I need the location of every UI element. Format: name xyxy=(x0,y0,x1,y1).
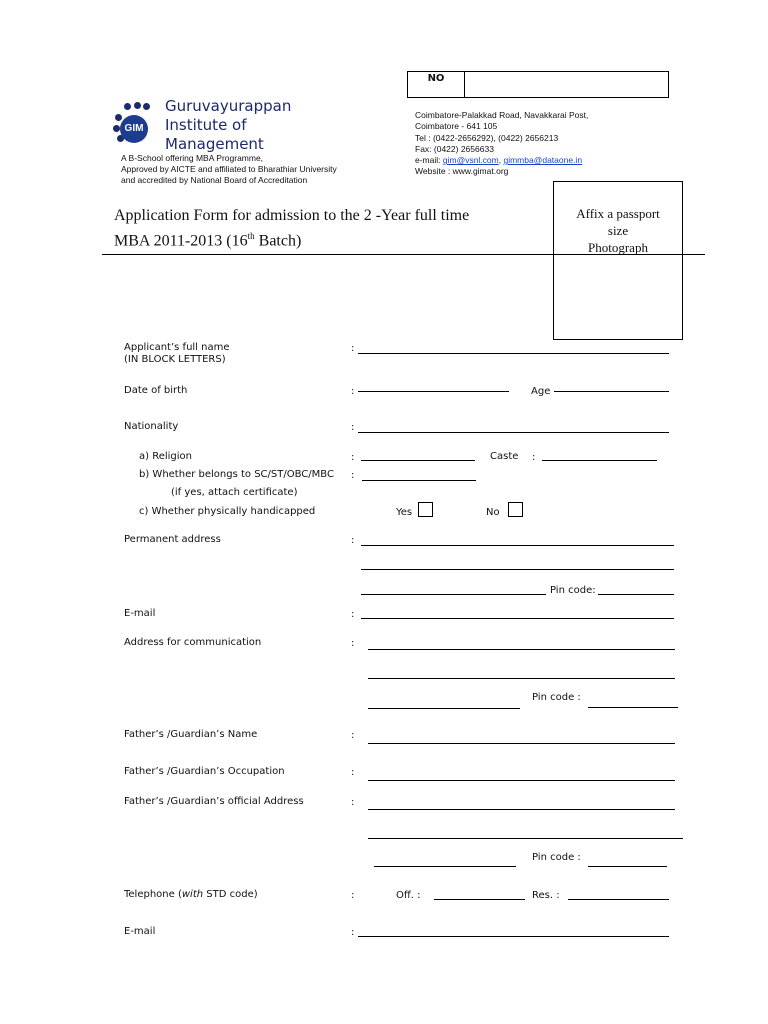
category-field[interactable] xyxy=(362,480,476,481)
institute-name: Guruvayurappan Institute of Management xyxy=(165,97,292,153)
colon: : xyxy=(351,890,355,901)
colon: : xyxy=(351,609,355,620)
guardian-name-field[interactable] xyxy=(368,743,675,744)
email-link-1[interactable]: gim@vsnl.com xyxy=(442,155,499,166)
colon: : xyxy=(351,767,355,778)
colon: : xyxy=(351,638,355,649)
guardian-address-line-3[interactable] xyxy=(374,866,516,867)
full-name-label: Applicant’s full name (IN BLOCK LETTERS) xyxy=(124,342,230,365)
guardian-occupation-label: Father’s /Guardian’s Occupation xyxy=(124,766,285,777)
pin-code-label-2: Pin code : xyxy=(532,692,581,703)
pin-code-field-2[interactable] xyxy=(588,707,678,708)
colon: : xyxy=(351,452,355,463)
pin-code-field-1[interactable] xyxy=(598,594,674,595)
dob-label: Date of birth xyxy=(124,385,188,396)
colon: : xyxy=(351,797,355,808)
nationality-label: Nationality xyxy=(124,421,179,432)
dob-field[interactable] xyxy=(358,391,509,392)
yes-label: Yes xyxy=(396,507,413,518)
email-field-1[interactable] xyxy=(361,618,674,619)
email-line: e-mail: gim@vsnl.com, gimmba@dataone.in xyxy=(415,155,583,166)
comm-address-line-3[interactable] xyxy=(368,708,520,709)
address-line-2: Coimbatore - 641 105 xyxy=(415,121,498,132)
age-field[interactable] xyxy=(554,391,669,392)
no-checkbox[interactable] xyxy=(508,502,523,517)
caste-field[interactable] xyxy=(542,460,657,461)
religion-label: a) Religion xyxy=(139,451,192,462)
colon: : xyxy=(351,422,355,433)
category-note: (if yes, attach certificate) xyxy=(171,487,298,498)
religion-field[interactable] xyxy=(361,460,475,461)
nationality-field[interactable] xyxy=(358,432,669,433)
email-label-1: E-mail xyxy=(124,608,156,619)
colon: : xyxy=(351,927,355,938)
no-label: No xyxy=(486,507,500,518)
colon: : xyxy=(532,452,536,463)
colon: : xyxy=(351,343,355,354)
guardian-occupation-field[interactable] xyxy=(368,780,675,781)
contact-block xyxy=(415,110,588,178)
address-line-1: Coimbatore-Palakkad Road, Navakkarai Post, xyxy=(415,110,589,120)
fax: Fax: (0422) 2656633 xyxy=(415,143,494,154)
yes-checkbox[interactable] xyxy=(418,502,433,517)
guardian-address-line-1[interactable] xyxy=(368,809,675,810)
pin-code-label-3: Pin code : xyxy=(532,852,581,863)
photo-box: Affix a passport size Photograph xyxy=(553,181,683,340)
comm-address-label: Address for communication xyxy=(124,637,262,648)
email-link-2[interactable]: gimmba@dataone.in xyxy=(503,155,583,166)
permanent-address-label: Permanent address xyxy=(124,534,221,545)
colon: : xyxy=(351,535,355,546)
office-label: Off. : xyxy=(396,890,421,901)
caste-label: Caste xyxy=(490,451,519,462)
form-title: Application Form for admission to the 2 -Year full time MBA 2011-2013 (16th Batch) xyxy=(114,207,470,250)
number-value[interactable] xyxy=(465,72,668,97)
colon: : xyxy=(351,470,355,481)
office-phone-field[interactable] xyxy=(434,899,525,900)
age-label: Age xyxy=(531,386,551,397)
colon: : xyxy=(351,386,355,397)
permanent-address-line-2[interactable] xyxy=(361,569,674,570)
number-label: NO xyxy=(408,72,465,97)
telephone: Tel : (0422-2656292), (0422) 2656213 xyxy=(415,132,559,143)
comm-address-line-2[interactable] xyxy=(368,678,675,679)
handicapped-label: c) Whether physically handicapped xyxy=(139,506,316,517)
logo-badge: GIM xyxy=(120,115,148,143)
permanent-address-line-1[interactable] xyxy=(361,545,674,546)
pin-code-label-1: Pin code: xyxy=(550,585,596,596)
residence-phone-field[interactable] xyxy=(568,899,669,900)
guardian-address-label: Father’s /Guardian’s official Address xyxy=(124,796,304,807)
category-label: b) Whether belongs to SC/ST/OBC/MBC xyxy=(139,469,334,480)
residence-label: Res. : xyxy=(532,890,560,901)
email-field-2[interactable] xyxy=(358,936,669,937)
colon: : xyxy=(351,730,355,741)
pin-code-field-3[interactable] xyxy=(588,866,667,867)
telephone-label: Telephone (with STD code) xyxy=(124,889,258,900)
guardian-name-label: Father’s /Guardian’s Name xyxy=(124,729,258,740)
guardian-address-line-2[interactable] xyxy=(368,838,683,839)
full-name-field[interactable] xyxy=(358,353,669,354)
comm-address-line-1[interactable] xyxy=(368,649,675,650)
institute-tagline: A B-School offering MBA Programme, Approved by AICTE and affiliated to Bharathiar University and accredited by National Board of Accreditation xyxy=(121,153,337,185)
number-box xyxy=(407,71,669,98)
website: Website : www.gimat.org xyxy=(415,166,509,177)
email-label-2: E-mail xyxy=(124,926,156,937)
permanent-address-line-3[interactable] xyxy=(361,594,546,595)
